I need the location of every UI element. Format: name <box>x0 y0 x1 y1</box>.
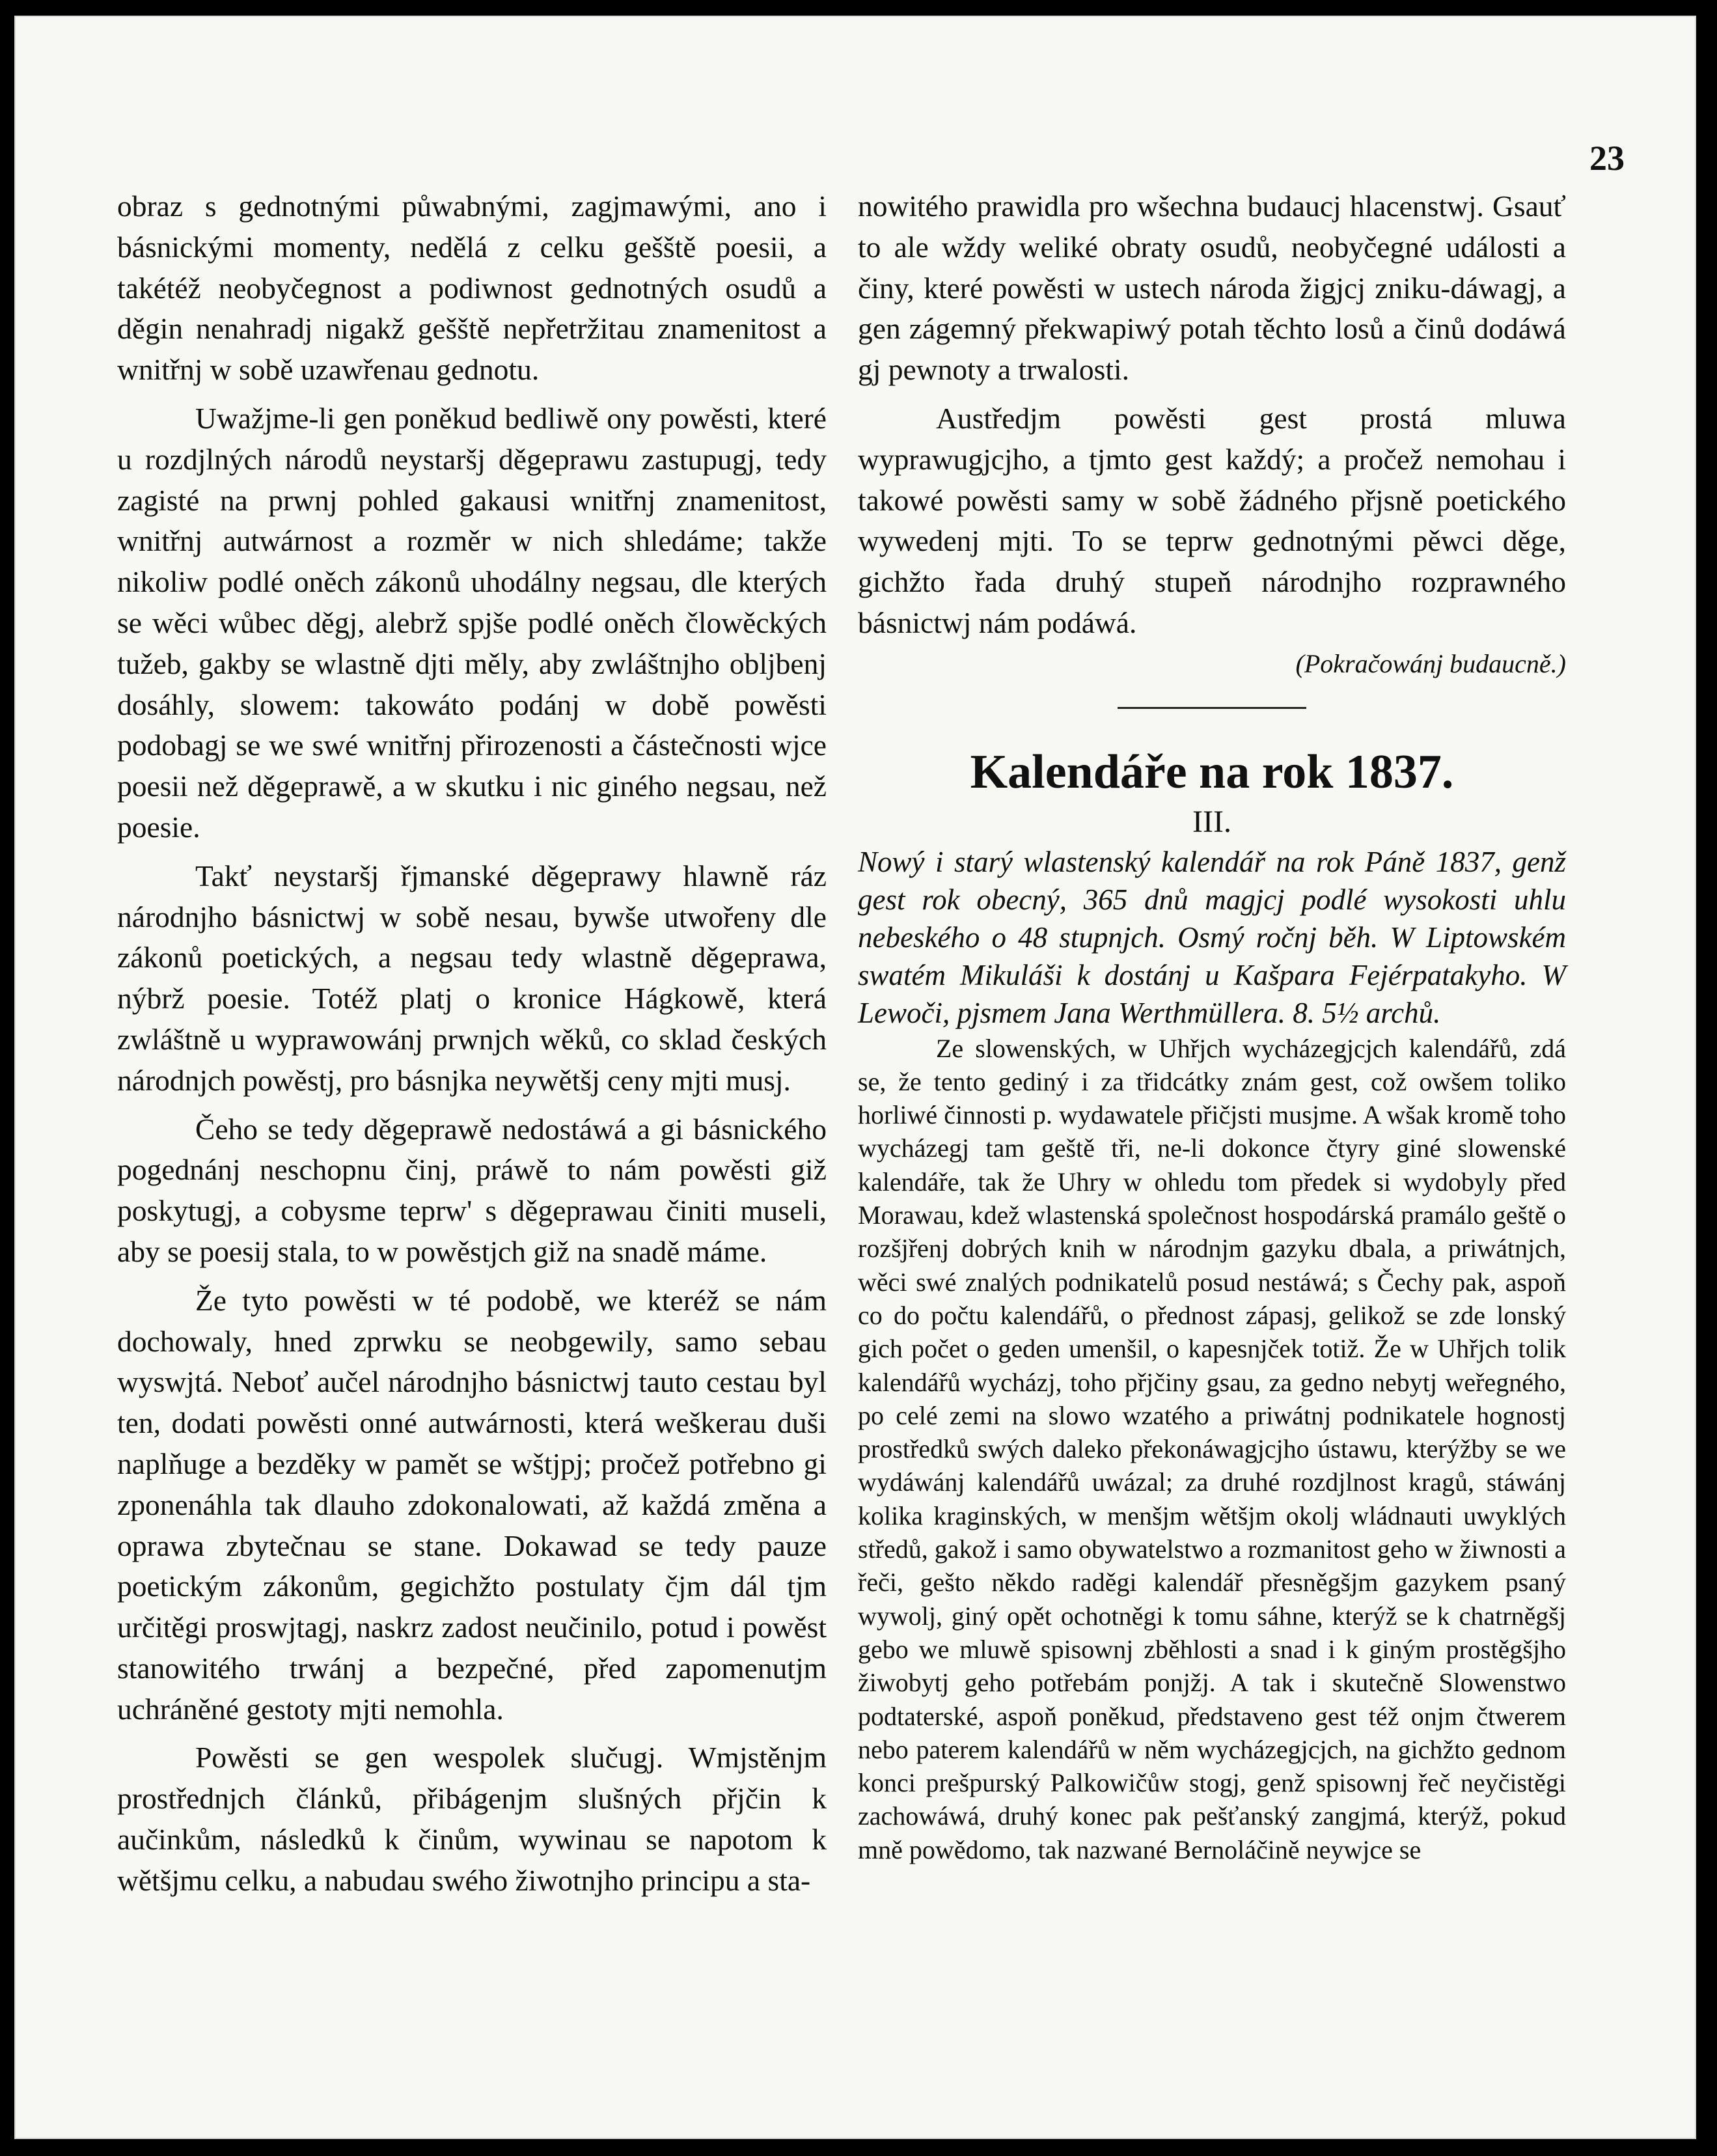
right-paragraph-1: nowitého prawidla pro wšechna budaucj hlacenstwj. Gsauť to ale wždy weliké obraty osudů, neobyčegné události a činy, které powěsti w ustech národa žigjcj zniku-dáwagj, a gen zágemný překwapiwý potah těchto losů a činů dodáwá gj pewnoty a trwalosti. <box>858 189 1566 387</box>
left-paragraph-1: obraz s gednotnými půwabnými, zagjmawými, ano i básnickými momenty, nedělá z celku gešště poesii, a takétéž neobyčegnost a podiwnost gednotných osudů a děgin nenahradj nigakž gešště nepřetržitau znamenitost a wnitřnj w sobě uzawřenau gednotu. <box>117 189 827 387</box>
section-divider <box>1118 707 1306 709</box>
page <box>14 16 1696 2139</box>
bibliography-entry: Nowý i starý wlastenský kalendář na rok Páně 1837, genž gest rok obecný, 365 dnů magjcj podlé wysokosti uhlu nebeského o 48 stupnjch. Osmý ročnj běh. W Liptowském swatém Mikuláši k dostánj u Kašpara Fejérpatakyho. W Lewoči, pjsmem Jana Werthmüllera. 8. 5½ archů. <box>858 845 1566 1029</box>
article-body: Ze slowenských, w Uhřjch wycházegjcjch kalendářů, zdá se, že tento gediný i za třidcátky znám gest, což owšem toliko horliwé činnosti p. wydawatele přičjsti musjme. A wšak kromě toho wycházegj tam geště tři, ne-li dokonce čtyry giné slowenské kalendáře, tak že Uhry w ohledu tom předek si wydobyly před Morawau, kdež wlastenská společnost hospodárská pramálo geště o rozšjřenj dobrých knih w národnjm gazyku dbala, a priwátnjch, wěci swé znalých podnikatelů posud nestáwá; s Čechy pak, aspoň co do počtu kalendářů, o přednost zápasj, gelikož se zde lonský gich počet o geden umenšil, o kapesnjček totiž. Že w Uhřjch tolik kalendářů wycházj, toho přjčiny gsau, za gedno nebytj weřegného, po celé zemi na slowo wzatého a priwátnj podnikatele hognostj prostředků swých daleko překonáwagjcjho ústawu, kterýžby se we wydáwánj kalendářů uwázal; za druhé rozdjlnost kragů, stáwánj kolika kraginských, w menšjm wětšjm okolj wládnauti uwyklých středů, gakož i samo obywatelstwo a rozmanitost geho w žiwnosti a řeči, gešto někdo raděgi kalendář přesněgšjm gazykem psaný wywolj, giný opět ochotněgi k tomu sáhne, kterýž se k chatrněgšj gebo we mluwě spisownj zběhlosti a snad i k giným prostěgšjho žiwobytj geho potřebám ponjžj. A tak i skutečně Slowenstwo podtaterské, aspoň poněkud, představeno gest též onjm čtwerem nebo paterem kalendářů w něm wycházegjcjch, na gichžto gednom konci prešpurský Palkowičůw stogj, genž spisownj řeč neyčistěgi zachowáwá, druhý konec pak pešťanský zangjmá, kterýž, pokud mně powědomo, tak nazwané Bernoláčině neywjce se <box>858 1033 1566 1864</box>
left-column <box>117 186 827 1901</box>
article-section-number: III. <box>1192 804 1231 839</box>
right-paragraph-2: Austředjm powěsti gest prostá mluwa wyprawugjcjho, a tjmto gest každý; a pročež nemohau i takowé powěsti samy w sobě žádného přjsně poetického wywedenj mjti. To se teprw gednotnými pěwci děge, gichžto řada druhý stupeň národnjho rozprawného básnictwj nám podáwá. <box>858 401 1566 639</box>
left-paragraph-6: Powěsti se gen wespolek slučugj. Wmjstěnjm prostřednjch článků, přibágenjm slušných přjčin k aučinkům, následků k činům, wywinau se napotom k wětšjmu celku, a nabudau swého žiwotnjho principu a sta- <box>117 1741 827 1897</box>
left-paragraph-4: Čeho se tedy děgeprawě nedostáwá a gi básnického pogednánj neschopnu činj, práwě to nám powěsti giž poskytugj, a cobysme teprw' s děgeprawau činiti museli, aby se poesij stala, to w powěstjch giž na snadě máme. <box>117 1112 827 1268</box>
left-paragraph-2: Uwažjme-li gen poněkud bedliwě ony powěsti, které u rozdjlných národů neystaršj děgeprawu zastupugj, tedy zagisté na prwnj pohled gakausi wnitřnj znamenitost, wnitřnj autwárnost a rozměr w nich shledáme; takže nikoliw podlé oněch zákonů uhodálny negsau, dle kterých se wěci wůbec děgj, alebrž spjše podlé oněch člowěckých tužeb, gakby se wlastně djti měly, aby zwláštnjho obljbenj dosáhly, slowem: takowáto podánj w době powěsti podobagj se we swé wnitřnj přirozenosti a částečnosti wjce poesii než děgeprawě, a w skutku i nic giného negsau, než poesie. <box>117 401 827 844</box>
article-heading: Kalendáře na rok 1837. <box>970 745 1454 799</box>
right-column <box>858 186 1566 1866</box>
page-number: 23 <box>1589 139 1625 178</box>
left-paragraph-3: Takť neystaršj řjmanské děgeprawy hlawně ráz národnjho básnictwj w sobě nesau, bywše utwořeny dle zákonů poetických, a negsau tedy wlastně děgeprawa, nýbrž poesie. Totéž platj o kronice Hágkowě, která zwláštně u wyprawowánj prwnjch wěků, co sklad českých národnjch powěstj, pro básnjka neywětšj ceny mjti musj. <box>117 859 827 1097</box>
continuation-note: (Pokračowánj budaucně.) <box>1295 648 1566 678</box>
left-paragraph-5: Že tyto powěsti w té podobě, we kteréž se nám dochowaly, hned zprwku se neobgewily, samo sebau wyswjtá. Neboť aučel národnjho básnictwj tauto cestau byl ten, dodati powěsti onné autwárnosti, která weškerau duši naplňuge a bezděky w pamět se wštjpj; pročež potřebno gi zponenáhla tak dlauho zdokonalowati, až každá změna a oprawa zbytečnau se stane. Dokawad se tedy pauze poetickým zákonům, gegichžto postulaty čjm dál tjm určitěgi proswjtagj, naskrz zadost neučinilo, potud i powěst stanowitého trwánj a bezpečné, před zapomenutjm uchráněné gestoty mjti nemohla. <box>117 1283 827 1726</box>
